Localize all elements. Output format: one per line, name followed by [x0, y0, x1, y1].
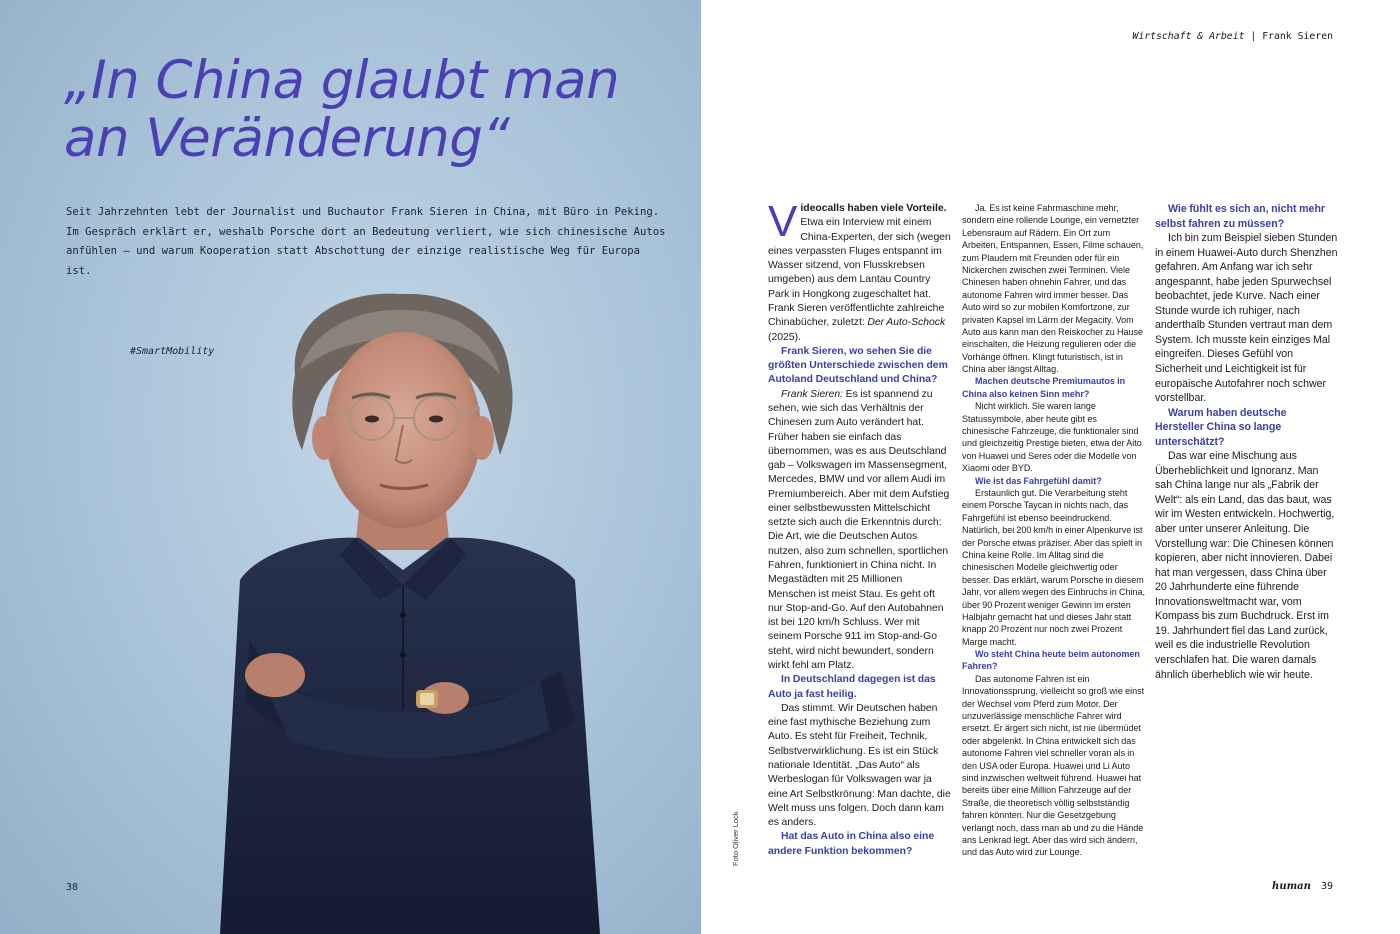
right-page [701, 0, 1400, 934]
article-column-2 [962, 202, 1145, 859]
intro-paragraph [66, 203, 666, 281]
intro-line-3: anfühlen – und warum Kooperation statt Abschottung der einzige realistische Weg für Europa ist. [66, 245, 641, 277]
page-footer-right [1272, 881, 1333, 892]
intro-line-2: Im Gespräch erklärt er, weshalb Porsche dort an Bedeutung verliert, wie sich chinesische Autos [66, 225, 666, 238]
page-number-left: 38 [66, 882, 79, 893]
answer-1-speaker: Frank Sieren: [781, 388, 844, 400]
question-8: Warum haben deutsche Hersteller China so lange unterschätzt? [1155, 406, 1287, 448]
magazine-name: human [1272, 881, 1311, 892]
photo-credit: Foto Oliver Lock [731, 811, 740, 866]
article-column-1 [768, 197, 951, 859]
answer-6-start [962, 673, 1145, 859]
drop-cap: V [768, 197, 798, 246]
question-4: Machen deutsche Premiumautos in China also keinen Sinn mehr? [962, 376, 1126, 399]
article-lead: ideocalls haben viele Vorteile. [800, 203, 947, 214]
headline [64, 52, 684, 168]
hashtag: #SmartMobility [130, 346, 215, 357]
answer-1-text: Es ist spannend zu sehen, wie sich das Verhältnis der Chinesen zum Auto verändert hat. Früher haben sie einfach das übernommen, was es aus Deutschland gab – Volkswagen im Massensegment, Mercedes, BMW und vor allem Audi im Premiumbereich. Aber mit dem Aufstieg einer selbstbewussten Mittelschicht setzte sich auch die Erkenntnis durch: Die Art, wie die Deutschen Autos nutzen, also zum schnellen, sportlichen Fahren, funktioniert in China nicht. In Megastädten mit 25 Millionen Menschen ist meist Stau. Es geht oft nur Stop-and-Go. Auf den Autobahnen ist bei 120 km/h Schluss. Wer mit seinem Porsche 911 im Stop-and-Go steht, wird nicht bewundert, sondern wirkt fehl am Platz. [768, 388, 950, 671]
question-5: Wie ist das Fahrgefühl damit? [975, 475, 1102, 486]
page-number-right: 39 [1320, 881, 1333, 892]
book-title: Der Auto-Schock [867, 317, 946, 329]
article-column-3 [1155, 202, 1338, 682]
running-head-name: Frank Sieren [1262, 31, 1333, 42]
intro-line-1: Seit Jahrzehnten lebt der Journalist und Buchautor Frank Sieren in China, mit Büro in Peking. [66, 206, 660, 218]
question-6: Wo steht China heute beim autonomen Fahren? [962, 649, 1140, 672]
answer-8: Das war eine Mischung aus Überheblichkeit und Ignoranz. Man sah China lange nur als „Fabrik der Welt“: als ein Land, das das baut, was wir im Westen entwickeln. Hochwertig, aber unter unserer Anleitung. Die Vorstellung war: Die Chinesen können kopieren, aber nicht innovieren. Dabei hat man vergessen, dass China über 20 Jahrhunderte eine führende Innovationsweltmacht war, vom Kompass bis zum Buchdruck. Erst im 19. Jahrhundert fiel das Land zurück, weil es die industrielle Revolution verschlafen hat. Die waren damals ähnlich überheblich wie wir heute. [1155, 450, 1335, 681]
headline-line-2: an Veränderung“ [64, 108, 510, 169]
portrait-photo [200, 280, 620, 934]
answer-1 [768, 388, 951, 674]
answer-3: Ja. Es ist keine Fahrmaschine mehr, sondern eine rollende Lounge, ein vernetzter Lebensraum auf Rädern. Ein Ort zum Arbeiten, Entspannen, Essen, Filme schauen, zum Plaudern mit Freunden oder für ein Nickerchen zwischen zwei Terminen. Viele Chinesen haben ohnehin Fahrer, und das autonome Fahren wird immer besser. Das Auto wird so zur mobilen Komfortzone, zur privaten Kapsel im Lärm der Megacity. Vom Auto aus kann man den Reiskocher zu Hause einschalten, die Heizung regulieren oder die Vorhänge öffnen. Klingt futuristisch, ist in China aber längst Alltag. [962, 203, 1144, 375]
answer-5: Erstaunlich gut. Die Verarbeitung steht einem Porsche Taycan in nichts nach, das Fahrgefühl ist ebenso beeindruckend. Natürlich, bei 200 km/h in einer Alpenkurve ist der Porsche etwas präziser. Aber das spielt in China keine Rolle. Im Alltag sind die chinesischen Modelle gleichwertig oder besser. Das erklärt, warum Porsche in diesem Jahr, vor allem wegen des Einbruchs in China, über 90 Prozent weniger Gewinn im ersten Halbjahr gemacht hat und dieses Jahr statt knapp 20 Prozent nur noch zwei Prozent Marge macht. [962, 487, 1145, 647]
article-intro-text: Etwa ein Interview mit einem China-Experten, der sich (wegen eines verpassten Fluges entspannt im Wasser sitzend, von Flusskrebsen umgeben) aus dem Lantau Country Park in Hongkong zugeschaltet hat. Frank Sieren veröffentlichte zahlreiche Chinabücher, zuletzt: [768, 217, 951, 329]
answer-6: Das autonome Fahren ist ein Innovationssprung, vielleicht so groß wie einst der Wechsel vom Pferd zum Motor. Der unzuverlässige menschliche Fahrer wird ersetzt. Er ärgert sich nicht, ist nie übermüdet oder abgelenkt. In China entwickelt sich das autonome Fahren viel schneller voran als in den USA oder Europa. Huawei und Li Auto sind inzwischen weltweit führend. Huawei hat bereits über eine Million Fahrzeuge auf der Straße, die theoretisch völlig selbstständig fahren könnten. Nur die Gesetzgebung verlangt noch, dass man ab und zu die Hände ans Lenkrad legt. Aber das wird sich ändern, und das Auto wird zur Lounge. [962, 673, 1145, 858]
book-year: (2025). [768, 331, 801, 343]
answer-7: Ich bin zum Beispiel sieben Stunden in einem Huawei-Auto durch Shenzhen gefahren. Am Anfang war ich sehr angespannt, habe jeden Spurwechsel beobachtet, jede Kurve. Nach einer Stunde wurde ich ruhiger, nach anderthalb Stunden vertraut man dem System. Ich musste kein einziges Mal eingreifen. Dieses Gefühl von Sicherheit und Leichtigkeit ist für europäische Autofahrer noch schwer vorstellbar. [1155, 232, 1338, 405]
question-2: In Deutschland dagegen ist das Auto ja fast heilig. [768, 674, 936, 700]
running-head [1132, 31, 1333, 42]
article-intro [768, 197, 951, 345]
running-head-section: Wirtschaft & Arbeit [1132, 31, 1245, 42]
question-7: Wie fühlt es sich an, nicht mehr selbst fahren zu müssen? [1155, 203, 1326, 230]
answer-2: Das stimmt. Wir Deutschen haben eine fast mythische Beziehung zum Auto. Es steht für Freiheit, Technik, Selbstverwirklichung. Es ist ein Stück nationale Identität. „Das Auto“ als Werbeslogan für Volkswagen war ja eine Art Selbstkrönung: Man dachte, die Welt muss uns folgen. Doch dann kam es anders. [768, 702, 951, 829]
headline-line-1: „In China glaubt man [64, 50, 620, 111]
question-1: Frank Sieren, wo sehen Sie die größten Unterschiede zwischen dem Autoland Deutschland und China? [768, 345, 948, 386]
question-3: Hat das Auto in China also eine andere Funktion bekommen? [768, 831, 935, 857]
answer-4: Nicht wirklich. Sie waren lange Statussymbole, aber heute gibt es chinesische Fahrzeuge, die funktionaler sind und gleichzeitig Prestige bieten, etwa der Aito von Huawei und Seres oder die Modelle von Xiaomi oder BYD. [962, 401, 1142, 474]
running-head-separator: | [1250, 31, 1257, 42]
